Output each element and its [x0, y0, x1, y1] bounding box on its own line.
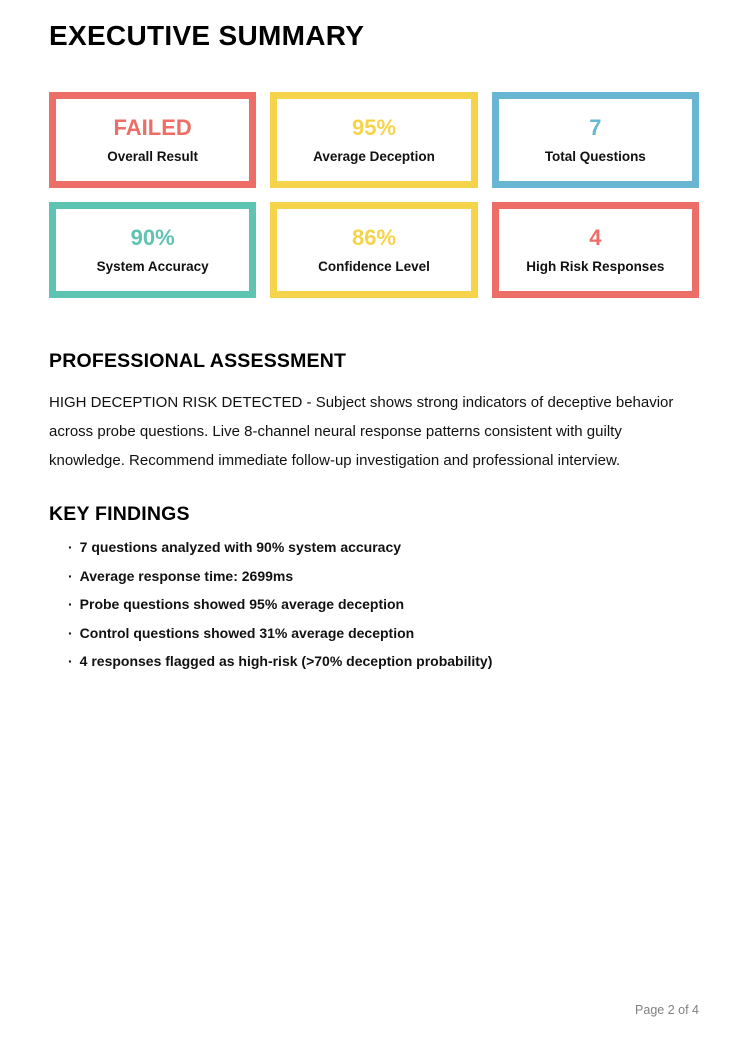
stat-value: 90% [130, 224, 175, 250]
finding-text: 4 responses flagged as high-risk (>70% deception probability) [79, 653, 493, 669]
stat-value: 4 [589, 224, 602, 250]
finding-text: 7 questions analyzed with 90% system accuracy [79, 539, 402, 555]
finding-item [68, 625, 699, 654]
finding-item [68, 653, 699, 682]
finding-text: Average response time: 2699ms [79, 567, 294, 584]
finding-text: Control questions showed 31% average deception [79, 624, 415, 641]
stat-card-overall-result [49, 92, 256, 188]
stat-value: 7 [589, 114, 602, 140]
finding-text: Probe questions showed 95% average deception [79, 596, 405, 612]
findings-section-heading: KEY FINDINGS [49, 503, 190, 525]
stat-card-average-deception [270, 92, 477, 188]
finding-item [68, 539, 699, 568]
stat-label: Confidence Level [318, 258, 430, 274]
bullet-icon: · [68, 539, 73, 555]
assessment-section-heading: PROFESSIONAL ASSESSMENT [49, 350, 347, 372]
summary-stat-cards [49, 92, 699, 298]
bullet-icon: · [68, 624, 73, 641]
finding-item [68, 568, 699, 597]
finding-item [68, 596, 699, 625]
findings-list [68, 539, 699, 682]
assessment-body-text: HIGH DECEPTION RISK DETECTED - Subject shows strong indicators of deceptive behavior across probe questions. Live 8-channel neural response patterns consistent with guilty knowledge. Recommend immediate follow-up investigation and professional interview. [49, 394, 674, 469]
stat-label: System Accuracy [96, 258, 209, 274]
stat-value: 95% [351, 114, 397, 140]
stat-value: FAILED [113, 114, 192, 140]
stat-card-high-risk-responses [492, 202, 699, 298]
bullet-icon: · [68, 567, 73, 584]
stat-label: High Risk Responses [526, 258, 665, 274]
page-number: Page 2 of 4 [635, 1003, 699, 1017]
stat-label: Total Questions [544, 148, 646, 164]
bullet-icon: · [68, 653, 73, 669]
stat-label: Average Deception [313, 148, 435, 164]
stat-value: 86% [351, 224, 397, 250]
stat-card-confidence-level [270, 202, 477, 298]
stat-label: Overall Result [107, 148, 199, 164]
stat-card-system-accuracy [49, 202, 256, 298]
page-title: EXECUTIVE SUMMARY [49, 20, 365, 51]
stat-card-total-questions [492, 92, 699, 188]
bullet-icon: · [68, 596, 73, 612]
